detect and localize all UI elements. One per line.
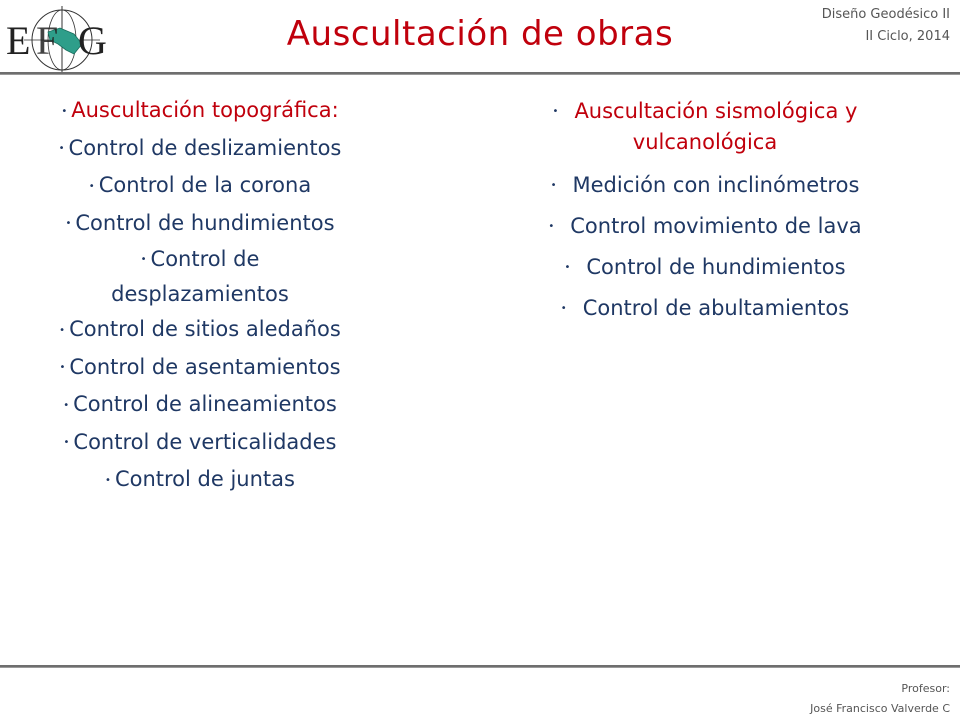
bullet-icon: • (548, 221, 555, 232)
professor-name: José Francisco Valverde C (810, 702, 950, 715)
course-info (822, 4, 950, 48)
footer (810, 679, 950, 719)
bullet-icon: • (59, 324, 66, 336)
list-item (465, 247, 945, 288)
left-column (10, 92, 390, 499)
list-item-continuation: desplazamientos (111, 282, 289, 306)
list-item-text: Control de la corona (98, 173, 312, 197)
svg-text:E: E (6, 18, 31, 63)
heading-text: Auscultación topográfica: (71, 98, 339, 122)
list-item (465, 165, 945, 206)
bullet-icon: • (61, 105, 68, 117)
list-item-text: Control de hundimientos (75, 210, 335, 235)
list-item-text: Control de sitios aledaños (69, 317, 341, 341)
bullet-icon: • (63, 399, 70, 411)
list-item-text: Control de juntas (114, 467, 295, 491)
bullet-icon: • (59, 362, 66, 373)
list-item (465, 206, 945, 247)
list-item (10, 424, 390, 462)
efg-logo (2, 4, 120, 74)
list-item-text: Medición con inclinómetros (572, 173, 860, 197)
bullet-icon: • (552, 106, 559, 117)
list-item-text: Control de asentamientos (69, 354, 341, 379)
list-item-text: Control de alineamientos (73, 392, 337, 416)
list-item-text: Control de (150, 247, 260, 271)
list-item (10, 349, 390, 387)
svg-text:F: F (36, 18, 59, 63)
bullet-icon: • (140, 254, 147, 265)
bullet-icon: • (65, 218, 72, 229)
header-divider (0, 72, 960, 75)
list-item (10, 311, 390, 349)
list-item (10, 242, 390, 277)
list-item-text: Control movimiento de lava (570, 214, 862, 238)
list-heading (465, 96, 945, 157)
list-item (10, 386, 390, 424)
course-name: Diseño Geodésico II (821, 7, 950, 22)
bullet-icon: • (560, 303, 567, 314)
list-item (10, 205, 390, 243)
list-item (10, 130, 390, 168)
list-item-text: Control de verticalidades (73, 429, 337, 454)
heading-text: Auscultación sismológica y (574, 99, 858, 123)
list-item (10, 461, 390, 499)
bullet-icon: • (550, 180, 557, 191)
course-term: II Ciclo, 2014 (865, 29, 950, 44)
list-heading (10, 92, 390, 130)
bullet-icon: • (564, 262, 571, 273)
list-item (465, 288, 945, 329)
list-item-text: Control de hundimientos (586, 255, 846, 279)
list-item-text: Control de deslizamientos (68, 135, 342, 160)
bullet-icon: • (88, 180, 95, 192)
svg-text:G: G (78, 18, 107, 63)
heading-text-continuation: vulcanológica (632, 130, 778, 154)
list-item (10, 167, 390, 205)
slide-title: Auscultación de obras (286, 14, 674, 54)
footer-label: Profesor: (901, 682, 950, 695)
bullet-icon: • (105, 474, 111, 486)
footer-divider (0, 665, 960, 668)
bullet-icon: • (63, 437, 70, 448)
list-item-text: Control de abultamientos (582, 296, 850, 320)
bullet-icon: • (58, 143, 65, 154)
right-column (465, 96, 945, 329)
